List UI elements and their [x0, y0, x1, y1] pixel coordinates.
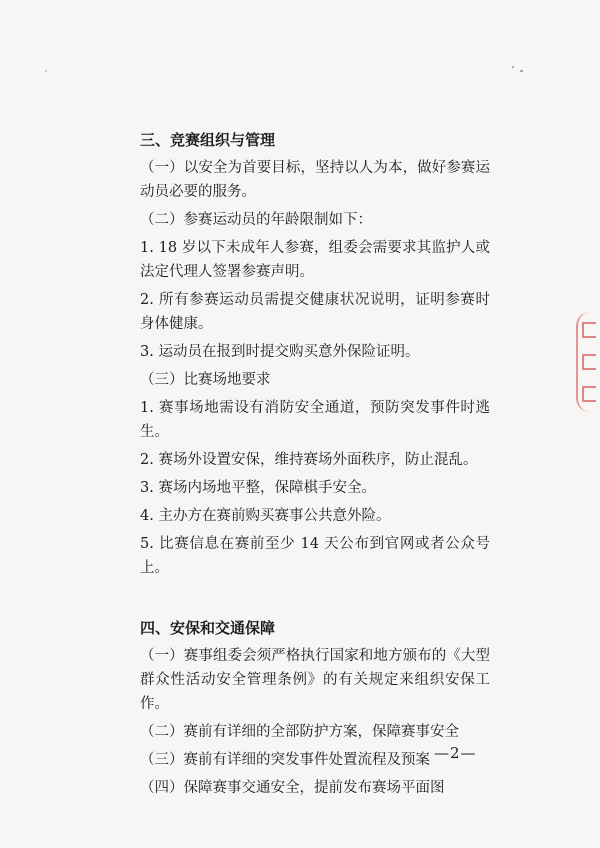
section-heading-competition: 三、竞赛组织与管理	[140, 131, 276, 149]
paragraph: 3. 运动员在报到时提交购买意外保险证明。	[140, 344, 420, 360]
document-body	[140, 128, 490, 804]
paragraph: 4. 主办方在赛前购买赛事公共意外险。	[140, 508, 391, 524]
paragraph: 2. 所有参赛运动员需提交健康状况说明，证明参赛时身体健康。	[140, 292, 490, 332]
paragraph: 3. 赛场内场地平整，保障棋手安全。	[140, 480, 376, 496]
paragraph: 1. 18 岁以下未成年人参赛，组委会需要求其监护人或法定代理人签署参赛声明。	[140, 240, 490, 280]
page-number: —2—	[434, 744, 477, 762]
paragraph: （三）赛前有详细的突发事件处置流程及预案	[140, 752, 430, 768]
paragraph: 2. 赛场外设置安保，维持赛场外面秩序，防止混乱。	[140, 452, 478, 468]
paragraph: （四）保障赛事交通安全，提前发布赛场平面图	[140, 780, 445, 796]
paragraph: （二）赛前有详细的全部防护方案，保障赛事安全	[140, 724, 459, 740]
paragraph: 5. 比赛信息在赛前至少 14 天公布到官网或者公众号上。	[140, 536, 490, 576]
paragraph: （三）比赛场地要求	[140, 372, 271, 388]
section-heading-security: 四、安保和交通保障	[140, 619, 276, 637]
scan-speck	[45, 70, 47, 72]
paragraph: 1. 赛事场地需设有消防安全通道，预防突发事件时逃生。	[140, 400, 490, 440]
paragraph: （二）参赛运动员的年龄限制如下：	[140, 212, 372, 228]
scan-speck	[512, 66, 514, 68]
paragraph: （一）以安全为首要目标，坚持以人为本，做好参赛运动员必要的服务。	[140, 160, 490, 200]
red-seal-stamp-edge	[576, 312, 600, 412]
scan-speck	[520, 70, 523, 72]
paragraph: （一）赛事组委会须严格执行国家和地方颁布的《大型群众性活动安全管理条例》的有关规定来组织安保工作。	[140, 648, 490, 712]
